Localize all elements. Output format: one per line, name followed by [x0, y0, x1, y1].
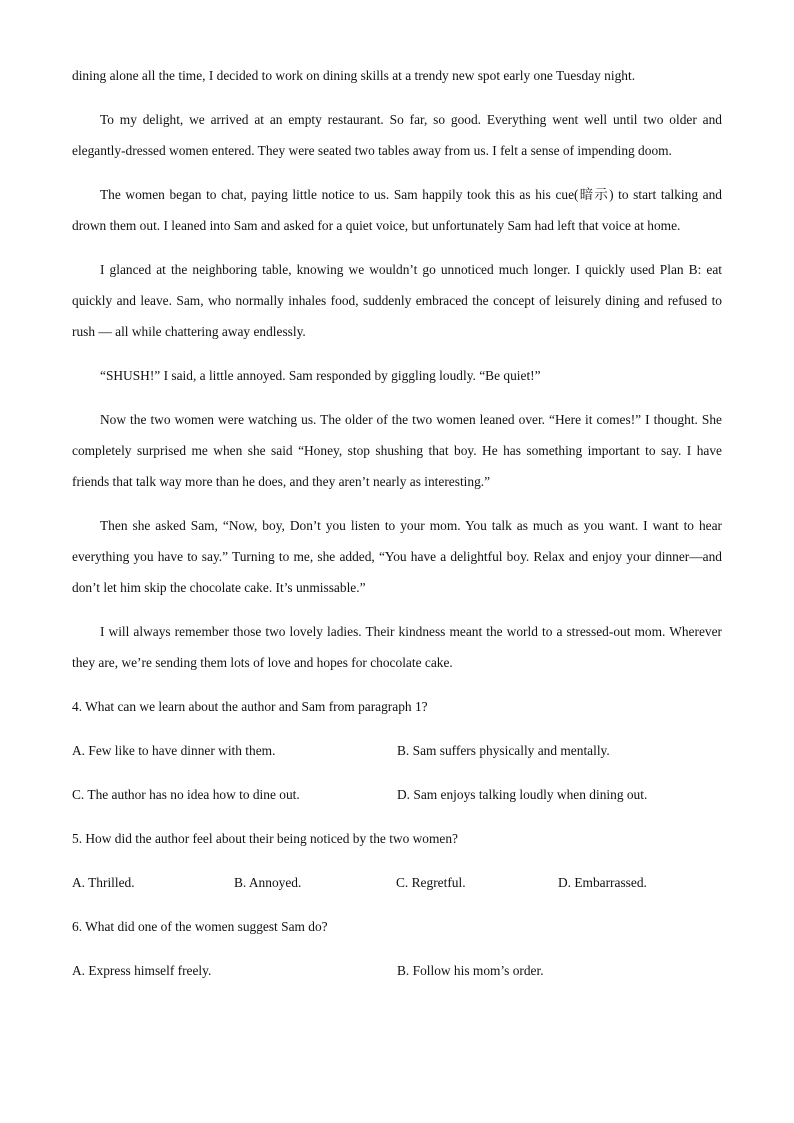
passage-paragraph: I glanced at the neighboring table, knowing we wouldn’t go unnoticed much longer. I quickly used Plan B: eat quickly and leave. Sam, who normally inhales food, suddenly embraced the concept of leisurely dining and refused to rush — all while chattering away endlessly. [72, 262, 722, 339]
passage-paragraph: I will always remember those two lovely ladies. Their kindness meant the world to a stressed-out mom. Wherever they are, we’re sending them lots of love and hopes for chocolate cake. [72, 624, 722, 670]
question-4-option-a: A. Few like to have dinner with them. [72, 743, 276, 758]
question-4-options-row-1 [72, 735, 722, 766]
question-5-stem: 5. How did the author feel about their being noticed by the two women? [72, 831, 458, 846]
question-5-option-a: A. Thrilled. [72, 875, 135, 890]
document-page [72, 60, 722, 999]
question-6-option-a: A. Express himself freely. [72, 963, 212, 978]
question-6-option-b: B. Follow his mom’s order. [397, 963, 544, 978]
passage-paragraph: “SHUSH!” I said, a little annoyed. Sam responded by giggling loudly. “Be quiet!” [100, 368, 541, 383]
passage-paragraph: Now the two women were watching us. The older of the two women leaned over. “Here it comes!” I thought. She completely surprised me when she said “Honey, stop shushing that boy. He has something important to say. I have friends that talk way more than he does, and they aren’t nearly as interesting.” [72, 412, 722, 489]
passage-paragraph: To my delight, we arrived at an empty restaurant. So far, so good. Everything went well until two older and elegantly-dressed women entered. They were seated two tables away from us. I felt a sense of impending doom. [72, 112, 722, 158]
question-5-option-d: D. Embarrassed. [558, 875, 647, 890]
passage-paragraph: The women began to chat, paying little notice to us. Sam happily took this as his cue(暗示) to start talking and drown them out. I leaned into Sam and asked for a quiet voice, but unfortunately Sam had left that voice at home. [72, 187, 722, 233]
question-4-option-d: D. Sam enjoys talking loudly when dining out. [397, 787, 648, 802]
question-5-options [72, 867, 722, 898]
question-4-stem: 4. What can we learn about the author and Sam from paragraph 1? [72, 699, 428, 714]
passage-paragraph: Then she asked Sam, “Now, boy, Don’t you listen to your mom. You talk as much as you want. I want to hear everything you have to say.” Turning to me, she added, “You have a delightful boy. Relax and enjoy your dinner—and don’t let him skip the chocolate cake. It’s unmissable.” [72, 518, 722, 595]
question-5-option-c: C. Regretful. [396, 875, 466, 890]
question-5-option-b: B. Annoyed. [234, 875, 302, 890]
question-6-stem: 6. What did one of the women suggest Sam do? [72, 919, 328, 934]
question-4-options-row-2 [72, 779, 722, 810]
question-6-options [72, 955, 722, 986]
question-4-option-b: B. Sam suffers physically and mentally. [397, 743, 610, 758]
question-4-option-c: C. The author has no idea how to dine out. [72, 787, 300, 802]
passage-paragraph-continuation: dining alone all the time, I decided to work on dining skills at a trendy new spot early one Tuesday night. [72, 68, 636, 83]
